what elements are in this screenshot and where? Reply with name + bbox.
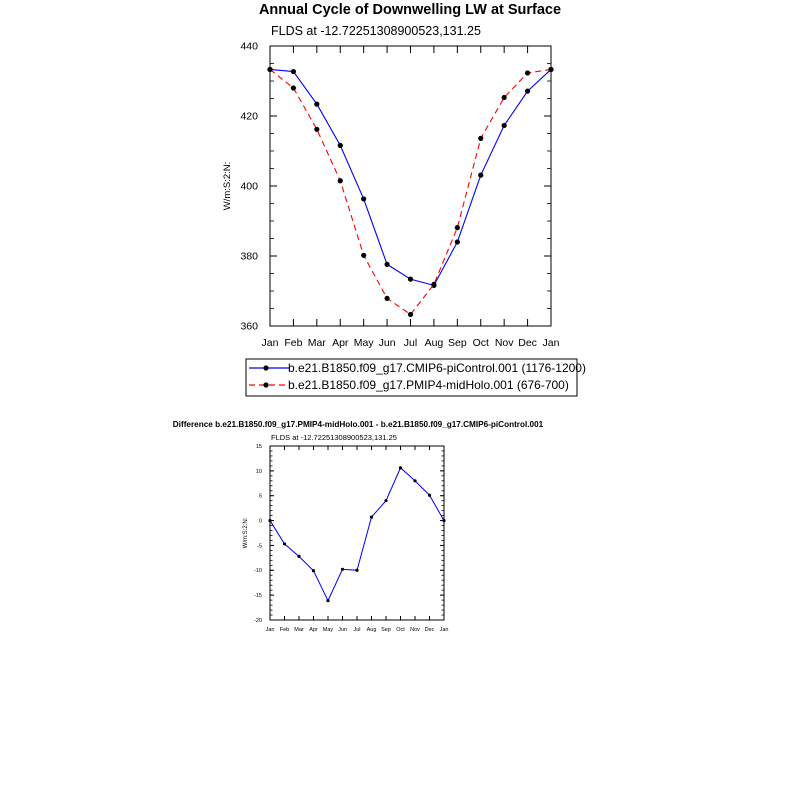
x-tick-label: Oct xyxy=(396,627,405,633)
y-tick-label: 420 xyxy=(240,110,258,123)
x-tick-label: Dec xyxy=(424,627,435,633)
x-tick-label: Mar xyxy=(307,337,326,349)
y-tick-label: 0 xyxy=(258,518,262,525)
x-tick-label: Jul xyxy=(403,337,418,349)
x-tick-label: Feb xyxy=(279,627,290,633)
series-line-0 xyxy=(270,468,444,601)
series-1-point xyxy=(338,178,343,183)
x-tick-label: Apr xyxy=(332,337,349,349)
series-0-point xyxy=(399,466,402,469)
y-tick-label: 400 xyxy=(240,180,258,193)
series-1-point xyxy=(455,225,460,230)
series-0-point xyxy=(478,173,483,178)
series-1-point xyxy=(291,85,296,90)
chart2-subtitle: FLDS at -12.72251308900523,131.25 xyxy=(271,433,397,442)
series-0-point xyxy=(384,262,389,267)
series-0-point xyxy=(326,599,329,602)
series-0-point xyxy=(408,277,413,282)
y-tick-label: 10 xyxy=(255,468,262,475)
series-0-point xyxy=(283,542,286,545)
annual-cycle-chart xyxy=(222,2,586,396)
x-tick-label: Jan xyxy=(542,337,560,349)
chart2-plot-frame xyxy=(270,446,444,620)
series-1-point xyxy=(314,127,319,132)
series-1-point xyxy=(384,296,389,301)
series-0-point xyxy=(314,102,319,107)
x-tick-label: Jan xyxy=(265,627,275,633)
y-tick-label: -5 xyxy=(257,543,262,550)
x-tick-label: Aug xyxy=(424,337,444,349)
x-tick-label: Nov xyxy=(410,627,420,633)
series-0-point xyxy=(361,196,366,201)
y-tick-label: 360 xyxy=(240,320,258,333)
series-0-point xyxy=(370,515,373,518)
x-tick-label: Feb xyxy=(284,337,303,349)
chart1-title: Annual Cycle of Downwelling LW at Surface xyxy=(258,2,562,18)
chart2-ylabel: W/m:S:2:N: xyxy=(243,517,249,549)
x-tick-label: Jun xyxy=(338,627,347,633)
legend-entry-mid-holo xyxy=(249,378,569,392)
series-1-point xyxy=(525,70,530,75)
x-tick-label: Mar xyxy=(294,627,304,633)
series-0-point xyxy=(413,479,416,482)
chart1-ylabel: W/m:S:2:N: xyxy=(222,161,233,211)
series-0-point xyxy=(355,569,358,572)
x-tick-label: Oct xyxy=(472,337,489,349)
legend-entry-pi-control xyxy=(249,361,586,375)
series-1-point xyxy=(502,95,507,100)
x-tick-label: Jul xyxy=(353,627,361,633)
chart1-plot-frame xyxy=(270,46,551,326)
chart1-subtitle: FLDS at -12.72251308900523,131.25 xyxy=(271,24,481,38)
y-tick-label: -20 xyxy=(254,617,262,624)
x-tick-label: May xyxy=(322,627,334,633)
series-0-point xyxy=(384,499,387,502)
x-tick-label: Aug xyxy=(366,627,377,633)
series-1-point xyxy=(361,253,366,258)
series-0-point xyxy=(428,494,431,497)
x-tick-label: Sep xyxy=(381,627,391,633)
x-tick-label: Jan xyxy=(439,627,449,633)
series-1-point xyxy=(431,282,436,287)
series-0-point xyxy=(338,143,343,148)
y-tick-label: 15 xyxy=(255,443,262,450)
series-line-0 xyxy=(270,69,551,285)
legend-label-pi-control: b.e21.B1850.f09_g17.CMIP6-piControl.001 (1176-1200) xyxy=(288,361,586,375)
x-tick-label: Dec xyxy=(518,337,537,349)
series-1-point xyxy=(408,312,413,317)
x-tick-label: Nov xyxy=(494,337,514,349)
y-tick-label: -10 xyxy=(254,568,262,575)
x-tick-label: May xyxy=(353,337,374,349)
series-0-point xyxy=(291,69,296,74)
chart1-legend xyxy=(246,359,586,396)
y-tick-label: 440 xyxy=(240,40,258,53)
legend-label-mid-holo: b.e21.B1850.f09_g17.PMIP4-midHolo.001 (676-700) xyxy=(288,378,569,392)
chart2-title: Difference b.e21.B1850.f09_g17.PMIP4-midHolo.001 - b.e21.B1850.f09_g17.CMIP6-piControl.001 xyxy=(172,420,544,429)
series-0-point xyxy=(312,569,315,572)
y-tick-label: 380 xyxy=(240,250,258,263)
x-tick-label: Jan xyxy=(261,337,279,349)
x-tick-label: Apr xyxy=(309,627,318,633)
series-0-point xyxy=(297,555,300,558)
series-0-point xyxy=(455,239,460,244)
series-0-point xyxy=(502,123,507,128)
x-tick-label: Sep xyxy=(447,337,467,349)
series-1-point xyxy=(478,136,483,141)
difference-chart xyxy=(173,420,544,633)
series-0-point xyxy=(525,89,530,94)
x-tick-label: Jun xyxy=(378,337,396,349)
series-0-point xyxy=(341,568,344,571)
y-tick-label: -15 xyxy=(254,593,262,600)
y-tick-label: 5 xyxy=(258,493,262,500)
